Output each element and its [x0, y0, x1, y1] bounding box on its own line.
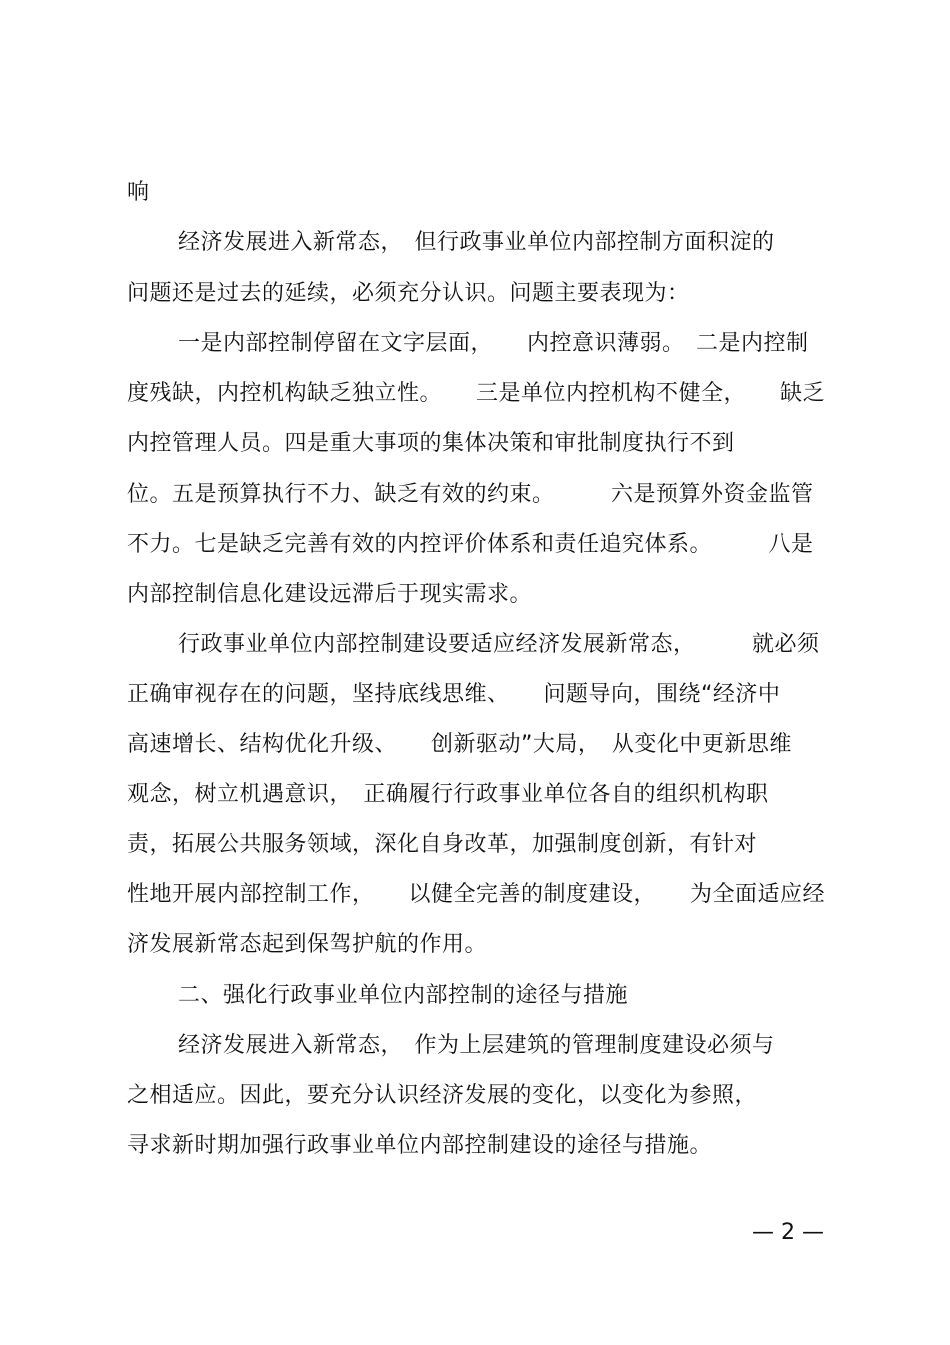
- text-line: 问题还是过去的延续，必须充分认识。问题主要表现为：: [127, 281, 690, 306]
- text-line: 响: [127, 180, 150, 205]
- paragraph-start-line: 经济发展进入新常态， 作为上层建筑的管理制度建设必须与: [178, 1033, 775, 1058]
- text-line: 观念，树立机遇意识， 正确履行行政事业单位各自的组织机构职: [127, 782, 769, 807]
- text-line: 济发展新常态起到保驾护航的作用。: [127, 932, 488, 957]
- text-line: 不力。七是缺乏完善有效的内控评价体系和责任追究体系。 八是: [127, 532, 814, 557]
- text-line: 寻求新时期加强行政事业单位内部控制建设的途径与措施。: [127, 1133, 713, 1158]
- text-line: 度残缺，内控机构缺乏独立性。 三是单位内控机构不健全， 缺乏: [127, 381, 826, 406]
- paragraph-start-line: 经济发展进入新常态， 但行政事业单位内部控制方面积淀的: [178, 230, 775, 255]
- text-line: 责，拓展公共服务领域，深化自身改革，加强制度创新，有针对: [127, 832, 758, 857]
- text-line: 之相适应。因此，要充分认识经济发展的变化，以变化为参照，: [127, 1083, 758, 1108]
- section-heading: 二、强化行政事业单位内部控制的途径与措施: [178, 983, 629, 1008]
- paragraph-start-line: 行政事业单位内部控制建设要适应经济发展新常态， 就必须: [178, 632, 820, 657]
- page-number: — 2 —: [752, 1220, 824, 1245]
- text-line: 内控管理人员。四是重大事项的集体决策和审批制度执行不到: [127, 431, 735, 456]
- paragraph-start-line: 一是内部控制停留在文字层面， 内控意识薄弱。 二是内控制: [178, 331, 809, 356]
- text-line: 性地开展内部控制工作， 以健全完善的制度建设， 为全面适应经: [127, 882, 826, 907]
- text-line: 正确审视存在的问题，坚持底线思维、 问题导向，围绕“经济中: [127, 682, 781, 707]
- text-line: 位。五是预算执行不力、缺乏有效的约束。 六是预算外资金监管: [127, 482, 814, 507]
- text-line: 内部控制信息化建设远滞后于现实需求。: [127, 582, 533, 607]
- text-line: 高速增长、结构优化升级、 创新驱动”大局， 从变化中更新思维: [127, 732, 792, 757]
